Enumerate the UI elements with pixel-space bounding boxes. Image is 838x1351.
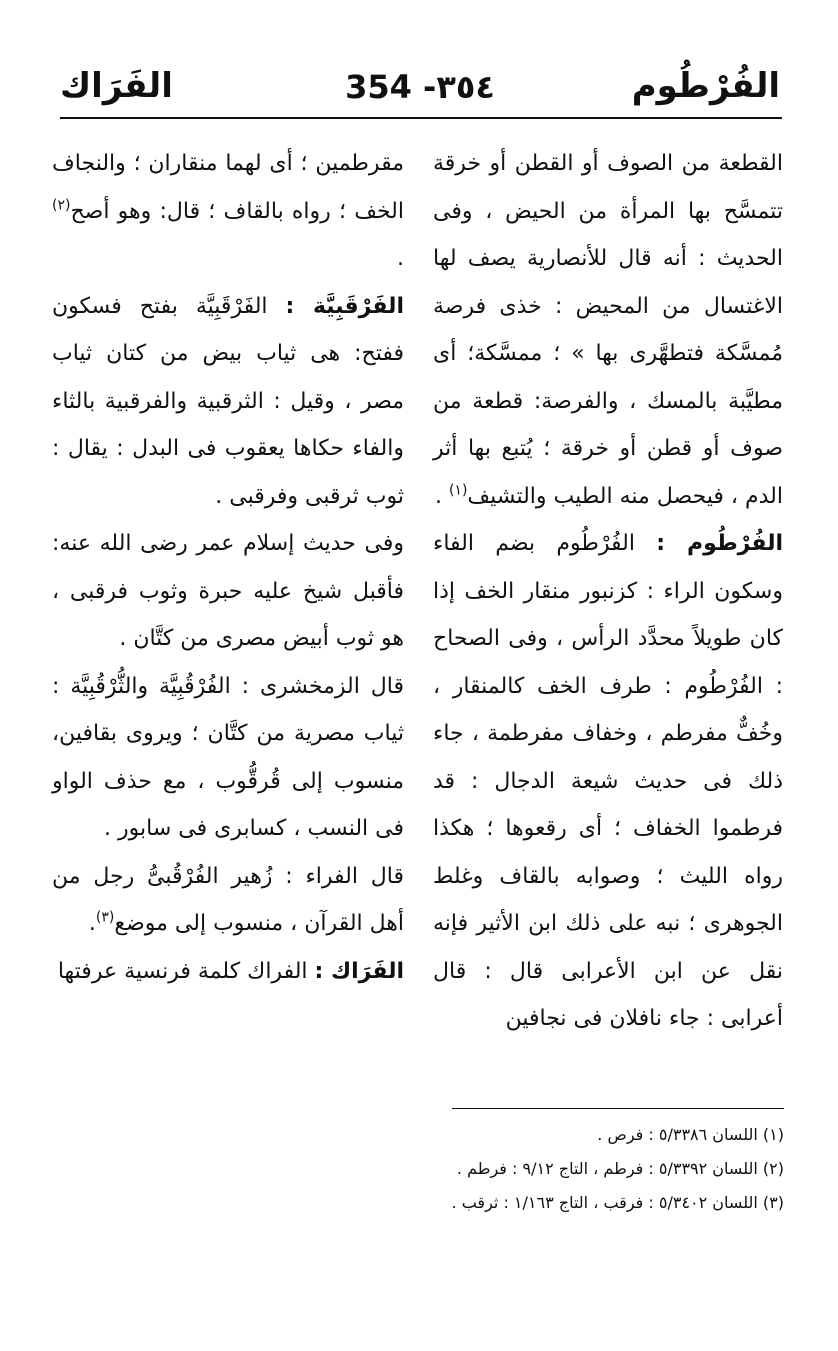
entry-headword: الفَرْقَبِيَّة : [285, 293, 404, 319]
footnote-1: (١) اللسان ٥/٣٣٨٦ : فرص . [597, 1125, 784, 1144]
footnote-2: (٢) اللسان ٥/٣٣٩٢ : فرطم ، التاج ٩/١٢ : فرطم . [456, 1159, 784, 1178]
entry-text: الفراك كلمة فرنسية عرفتها [57, 958, 315, 984]
paragraph [52, 853, 404, 948]
paragraph-text: القطعة من الصوف أو القطن أو خرقة تتمسَّح بها المرأة من الحيض ، وفى الحديث : أنه قال للأنصارية يصف لها الاغتسال من المحيض : خذى فرصة مُمسَّكة فتطهَّرى بها » ؛ ممسَّكة؛ أى مطيَّبة بالمسك ، والفرصة: قطعة من صوف أو قطن أو خرقة ؛ يُتبع بها أثر الدم ، فيحصل منه الطيب والتشيف [433, 151, 783, 509]
paragraph [52, 663, 404, 853]
paragraph [52, 140, 404, 283]
footnote-rule [452, 1108, 784, 1109]
entry-headword: الفُرْطُوم : [656, 531, 783, 556]
entry-headword: الفَرَاك : [314, 958, 404, 984]
paragraph [433, 140, 783, 520]
entry [52, 283, 404, 521]
entry [433, 520, 783, 1043]
paragraph-tail: . [434, 483, 449, 509]
paragraph-tail: . [397, 246, 404, 271]
footnote-ref: (١) [448, 482, 468, 499]
footnote-3: (٣) اللسان ٥/٣٤٠٢ : فرقب ، التاج ١/١٦٣ : ثرقب . [451, 1193, 784, 1212]
paragraph [52, 520, 404, 663]
entry-text: الفُرْطُوم بضم الفاء وسكون الراء : كزنبور منقار الخف إذا كان طويلاً محدَّد الرأس ، وفى الصحاح : الفُرْطُوم : طرف الخف كالمنقار ، وخُفٌّ مفرطم ، وخفاف مفرطمة ، جاء ذلك فى حديث شيعة الدجال : قد فرطموا الخفاف ؛ أى رقعوها ؛ هكذا رواه الليث ؛ وصوابه بالقاف وغلط الجوهرى ؛ نبه على ذلك ابن الأثير فإنه نقل عن ابن الأعرابى قال : قال أعرابى : جاء نافلان فى نجافين [433, 531, 783, 1031]
paragraph-text: قال الزمخشرى : الفُرْقُبِيَّة والثُّرْقُبِيَّة : ثياب مصرية من كتَّان ؛ ويروى بقافين، منسوب إلى قُرقُّوب ، مع حذف الواو فى النسب ، كسابرى فى سابور . [52, 673, 404, 841]
entry-text: الفَرْقَبِيَّة بفتح فسكون ففتح: هى ثياب بيض من كتان ثياب مصر ، وقيل : الثرقبية والفرقبية بالثاء والفاء حكاها يعقوب فى البدل : يقال : ثوب ثرقبى وفرقبى . [52, 293, 404, 509]
header-rule [60, 117, 782, 119]
page-header [60, 66, 780, 116]
footnote-ref: (٢) [52, 197, 71, 214]
paragraph-text: قال الفراء : زُهير الفُرْقُبىُّ رجل من أهل القرآن ، منسوب إلى موضع [52, 863, 404, 936]
footnote-ref: (٣) [95, 909, 115, 926]
running-headword-left: الفَرَاك [60, 66, 173, 106]
paragraph-tail: . [88, 911, 96, 936]
running-headword-right: الفُرْطُوم [631, 66, 780, 106]
paragraph-text: وفى حديث إسلام عمر رضى الله عنه: فأقبل شيخ عليه حبرة وثوب فرقبى ، هو ثوب أبيض مصرى من كتَّان . [52, 531, 404, 651]
left-column [52, 140, 404, 995]
page-number: 354 -٣٥٤ [345, 68, 495, 106]
paragraph-text: مقرطمين ؛ أى لهما منقاران ؛ والنجاف الخف ؛ رواه بالقاف ؛ قال: وهو أصح [52, 151, 404, 224]
entry [52, 948, 404, 996]
right-column [433, 140, 783, 1043]
